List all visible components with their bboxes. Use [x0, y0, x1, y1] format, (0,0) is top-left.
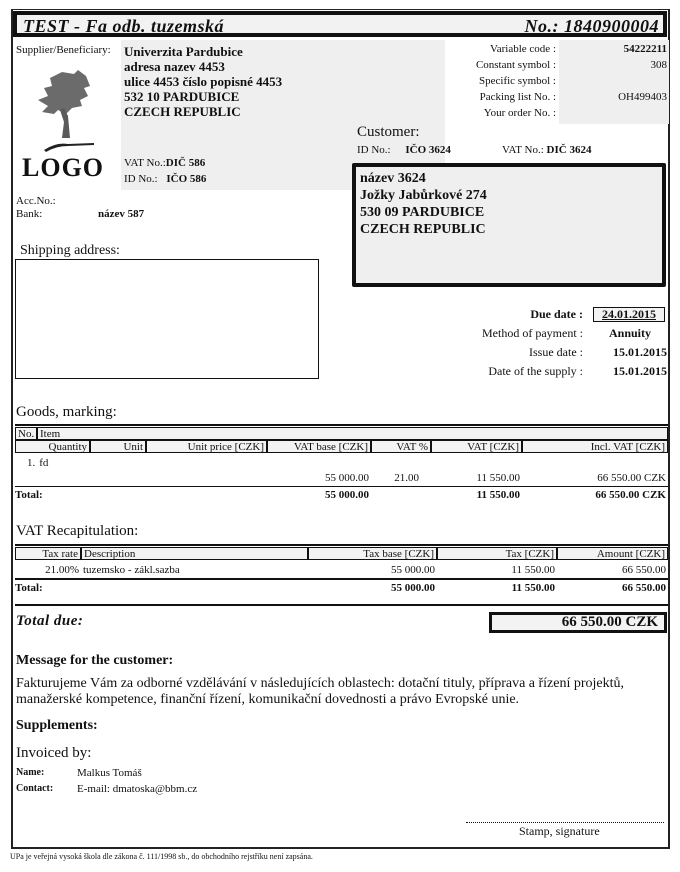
- code-value: [556, 73, 667, 89]
- recap-bottom-rule: [15, 604, 668, 606]
- due-date-label: Due date :: [530, 307, 583, 321]
- invoiced-contact-label: Contact:: [16, 783, 54, 794]
- item-vat-base: 55 000.00: [325, 472, 369, 484]
- goods-heading: Goods, marking:: [16, 404, 117, 420]
- item-unit: [90, 472, 146, 484]
- goods-total-row: [15, 489, 668, 501]
- code-value: [556, 105, 667, 121]
- invoiced-name-label: Name:: [16, 767, 45, 778]
- code-row: [445, 105, 667, 121]
- col-header-unit: Unit: [90, 440, 146, 453]
- dates-block: [420, 305, 670, 381]
- footer-note: UPa je veřejná vysoká škola dle zákona č. 111/1998 sb., do obchodního rejstříku není zapsána.: [10, 852, 313, 861]
- recap-total-label: Total:: [15, 582, 43, 594]
- total-due-label: Total due:: [16, 613, 84, 629]
- issue-date-label: Issue date :: [529, 345, 583, 359]
- date-row: [420, 324, 670, 343]
- recap-total-tax: 11 550.00: [511, 582, 555, 594]
- goods-total-incl: 66 550.00 CZK: [595, 489, 666, 501]
- issue-date-value: 15.01.2015: [613, 345, 667, 359]
- supply-date-value: 15.01.2015: [613, 364, 667, 378]
- customer-vat-label: VAT No.:: [502, 144, 544, 156]
- goods-item-title: [15, 457, 668, 469]
- recap-row: [15, 564, 668, 576]
- goods-top-rule: [15, 424, 668, 426]
- supplier-vat: [124, 157, 205, 169]
- goods-total-rule: [15, 486, 668, 487]
- recap-rate: 21.00%: [45, 564, 79, 576]
- customer-vat: [502, 144, 591, 156]
- item-incl-vat: 66 550.00 CZK: [597, 472, 666, 484]
- message-heading: Message for the customer:: [16, 653, 174, 668]
- col-header-vat-base: VAT base [CZK]: [267, 440, 371, 453]
- code-value: 54222211: [623, 43, 667, 55]
- goods-header-row-2: [15, 440, 668, 453]
- customer-id-value: IČO 3624: [405, 144, 451, 156]
- invoiced-name-value: Malkus Tomáš: [77, 767, 142, 779]
- goods-total-label: Total:: [15, 489, 43, 501]
- signature-line: [466, 822, 664, 823]
- bank-value: název 587: [98, 208, 145, 220]
- customer-vat-value: DIČ 3624: [546, 144, 592, 156]
- goods-header-row-1: [15, 427, 668, 440]
- col-header-tax-base: Tax base [CZK]: [308, 547, 437, 560]
- col-header-quantity: Quantity: [15, 440, 90, 453]
- due-date-value: 24.01.2015: [593, 307, 665, 322]
- logo-text: LOGO: [22, 153, 105, 182]
- col-header-incl-vat: Incl. VAT [CZK]: [522, 440, 668, 453]
- item-unit-price: [146, 472, 267, 484]
- customer-line: Jožky Jabůrkové 274: [360, 188, 487, 203]
- shipping-label: Shipping address:: [20, 243, 120, 258]
- code-label: Specific symbol :: [479, 75, 556, 87]
- date-row: [420, 305, 670, 324]
- col-header-item: Item: [37, 427, 668, 440]
- recap-total-row: [15, 582, 668, 594]
- col-header-unit-price: Unit price [CZK]: [146, 440, 267, 453]
- payment-method-label: Method of payment :: [482, 326, 583, 340]
- item-name: fd: [39, 457, 49, 469]
- supplier-id-value: IČO 586: [166, 173, 207, 185]
- goods-total-spacer: [371, 489, 421, 501]
- supplier-line: Univerzita Pardubice: [124, 44, 243, 59]
- customer-line: CZECH REPUBLIC: [360, 222, 486, 237]
- recap-heading: VAT Recapitulation:: [16, 523, 139, 539]
- bank-label: Bank:: [16, 208, 43, 220]
- code-row: [445, 41, 667, 57]
- recap-total-rule: [15, 578, 668, 580]
- recap-table: [15, 544, 668, 606]
- message-text: Fakturujeme Vám za odborné vzdělávání v následujících oblastech: dotační tituly, příprava a řízení projektů, manažerské kompetence, finanční řízení, komunikační dovednosti a právo Evropské unie.: [16, 676, 625, 707]
- invoiced-contact-value: E-mail: dmatoska@bbm.cz: [77, 783, 198, 795]
- supplier-vat-label: VAT No.:: [124, 157, 166, 169]
- payment-method-value: Annuity: [608, 326, 652, 340]
- code-label: Your order No. :: [483, 107, 556, 119]
- code-label: Packing list No. :: [479, 91, 556, 103]
- item-vat: 11 550.00: [476, 472, 520, 484]
- customer-line: název 3624: [360, 171, 426, 186]
- code-row: [445, 73, 667, 89]
- recap-tax: 11 550.00: [511, 564, 555, 576]
- col-header-no: No.: [15, 427, 37, 440]
- supplier-label: Supplier/Beneficiary:: [16, 44, 111, 56]
- item-quantity: [15, 472, 90, 484]
- invoice-number: No.: 1840900004: [524, 16, 659, 36]
- recap-base: 55 000.00: [391, 564, 435, 576]
- shipping-address-box: [15, 259, 319, 379]
- recap-total-amount: 66 550.00: [622, 582, 666, 594]
- item-vat-pct: 21.00: [394, 472, 419, 484]
- tree-logo-icon: [28, 66, 108, 156]
- date-row: [420, 343, 670, 362]
- code-label: Constant symbol :: [475, 59, 556, 71]
- codes-list: [445, 41, 667, 121]
- supplier-address: [124, 44, 282, 119]
- supplier-line: CZECH REPUBLIC: [124, 104, 241, 119]
- col-header-description: Description: [81, 547, 308, 560]
- signature-label: Stamp, signature: [519, 824, 600, 838]
- col-header-vat: VAT [CZK]: [431, 440, 522, 453]
- date-row: [420, 362, 670, 381]
- code-row: [445, 89, 667, 105]
- total-due-value: 66 550.00 CZK: [489, 612, 667, 633]
- supplier-line: 532 10 PARDUBICE: [124, 89, 240, 104]
- goods-total-vat: 11 550.00: [476, 489, 520, 501]
- item-no: 1.: [27, 457, 36, 469]
- supplier-vat-value: DIČ 586: [165, 157, 206, 169]
- code-value: 308: [650, 59, 667, 71]
- goods-item-values: [15, 472, 668, 484]
- invoiced-by-heading: Invoiced by:: [16, 745, 92, 761]
- goods-total-vat-base: 55 000.00: [325, 489, 369, 501]
- col-header-amount: Amount [CZK]: [557, 547, 668, 560]
- supplier-line: ulice 4453 číslo popisné 4453: [124, 74, 283, 89]
- recap-total-base: 55 000.00: [391, 582, 435, 594]
- acc-no: [16, 195, 56, 207]
- customer-line: 530 09 PARDUBICE: [360, 205, 485, 220]
- customer-heading: Customer:: [357, 124, 420, 140]
- customer-address-box: [352, 163, 666, 287]
- supplements-heading: Supplements:: [16, 718, 98, 733]
- col-header-vat-pct: VAT %: [371, 440, 431, 453]
- col-header-tax-rate: Tax rate: [15, 547, 81, 560]
- customer-id-label: ID No.:: [357, 144, 391, 156]
- invoice-title: TEST - Fa odb. tuzemská: [23, 16, 225, 36]
- col-header-tax: Tax [CZK]: [437, 547, 557, 560]
- code-value: OH499403: [618, 91, 667, 103]
- code-label: Variable code :: [490, 43, 556, 55]
- goods-table: [15, 424, 668, 501]
- invoice-title-bar: [13, 11, 667, 37]
- acc-no-label: Acc.No.:: [16, 195, 56, 207]
- recap-amount: 66 550.00: [622, 564, 666, 576]
- code-row: [445, 57, 667, 73]
- recap-description: tuzemsko - zákl.sazba: [83, 564, 180, 576]
- recap-header-row: [15, 547, 668, 560]
- supplier-id: [124, 173, 206, 185]
- supply-date-label: Date of the supply :: [488, 364, 583, 378]
- supplier-id-label: ID No.:: [124, 173, 158, 185]
- customer-id: [357, 144, 451, 156]
- recap-top-rule: [15, 544, 668, 546]
- supplier-line: adresa nazev 4453: [124, 59, 225, 74]
